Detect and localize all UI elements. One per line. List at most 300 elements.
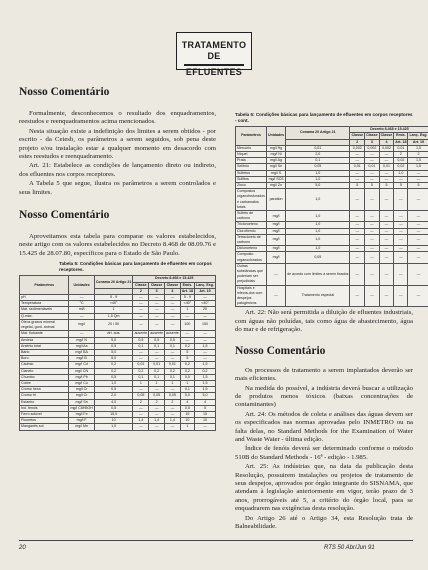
table-cell: —: [180, 337, 194, 343]
table-cell: 0,5: [133, 337, 149, 343]
parameter-name: Fluoretos: [20, 418, 69, 424]
table-cell: —: [379, 263, 394, 285]
table-cell: —: [350, 222, 365, 228]
table-cell: 1: [94, 307, 133, 313]
header-line-3: EFLUENTES: [185, 66, 243, 77]
col-header-sub: Classe: [165, 282, 181, 288]
col-header-decreto: Decreto 8.468 e 15.425: [350, 127, 428, 133]
parameter-name: Cobre: [20, 380, 69, 386]
table-cell: —: [408, 211, 428, 222]
table-cell: 0,002: [379, 145, 394, 151]
parameter-name: Clorofórmio: [236, 228, 267, 234]
table-cell: —: [133, 313, 149, 319]
table-cell: 5 - 9: [94, 295, 133, 301]
table-cell: —: [165, 301, 181, 307]
table-cell: —: [133, 295, 149, 301]
table-cell: —: [149, 411, 165, 417]
table-cell: mg/l: [266, 222, 285, 228]
table-cell: —: [365, 176, 380, 182]
col-header-unidades: Unidades: [266, 127, 285, 146]
parameter-name: Hospitais e infecta-dos com despejos patogênicos: [236, 285, 267, 307]
col-header-subnum: 4: [379, 139, 394, 145]
table-cell: —: [350, 189, 365, 211]
parameter-name: Selênio: [236, 164, 267, 170]
col-header-subnum: Art. 19: [408, 139, 428, 145]
table-cell: 5: [379, 183, 394, 189]
paragraph: Nesta situação existe a indefinição dos limites a serem obtidos - por escrito - da Cetesb, os parâmetros a serem seguidos, sob pena deste projeto e/ou instalação estar a qualquer momento em desacordo com estes reestudos e reenquadramento.: [19, 127, 216, 161]
table-cell: 2: [165, 399, 181, 405]
table-cell: mg/l CN: [69, 368, 94, 374]
paragraph: Formalmente, desconhecemos o resultado dos enquadramentos, reestudos e reenquadramentos acima mencionados.: [19, 110, 216, 126]
table-cell: mg/l: [266, 246, 285, 252]
table-cell: 1: [180, 380, 194, 386]
table-cell: 0,1: [133, 374, 149, 380]
table-5-left: [19, 275, 216, 430]
table-cell: 0,2: [94, 368, 133, 374]
table-cell: 5,0: [286, 183, 350, 189]
table-cell: 0,05: [149, 393, 165, 399]
right-paragraphs-2: [235, 367, 413, 532]
table-cell: 0,05: [286, 252, 350, 263]
table-cell: —: [379, 170, 394, 176]
col-header-subnum: Art. 18: [181, 288, 194, 293]
table-cell: —: [165, 411, 181, 417]
table-cell: 1,0: [286, 222, 350, 228]
table-cell: 0,5: [94, 405, 133, 411]
table-cell: 1: [180, 424, 194, 430]
col-header-subnum: 2: [350, 139, 365, 145]
table-cell: mg/l Mn: [69, 424, 94, 430]
paragraph: Art. 25: As indústrias que, na data da publicação desta Resolução, possuirem instalações ou projetos de tratamento de seus despejos, aprovados por órgão integrante do SISNAMA, que atendam à legislação anteriormente em vigor, terão prazo de 3 anos, prorrogáveis até 5, a critério do órgão local, para se enquadrarem nas exigências desta resolução.: [235, 463, 413, 513]
table-cell: —: [408, 263, 428, 285]
col-header-conama: Conama 20 Artigo 21: [286, 127, 350, 139]
col-header-subnum: 2: [133, 288, 149, 294]
table-cell: —: [69, 295, 94, 301]
table-cell: —: [180, 331, 194, 337]
col-header-sub: Classe: [366, 133, 378, 138]
table-cell: <40°: [180, 301, 194, 307]
table-cell: mg/l Se: [266, 164, 285, 170]
col-header-sub: Classe: [380, 133, 393, 138]
table-cell: mg/l Sn: [69, 399, 94, 405]
parameter-name: Prata: [236, 158, 267, 164]
table-cell: 0,002: [350, 145, 365, 151]
table-cell: —: [350, 158, 365, 164]
table-cell: 1: [133, 380, 149, 386]
table-cell: 1,5: [195, 387, 216, 393]
table-cell: mg/l B: [69, 356, 94, 362]
table-cell: —: [408, 222, 428, 228]
table-cell: —: [165, 307, 181, 313]
table-cell: mg/l Zn: [266, 183, 285, 189]
table-caption-right: Tabela 5: Condições básicas para lançamento de efluentes em corpos receptores - cont.: [235, 112, 413, 123]
left-paragraphs-1: [19, 110, 216, 197]
table-cell: 0,1: [133, 343, 149, 349]
right-heading: Nosso Comentário: [235, 344, 326, 357]
table-cell: 5: [350, 183, 365, 189]
parameter-name: Dicloroeteno: [236, 246, 267, 252]
table-cell: virt. aus.: [94, 331, 133, 337]
col-header-sub: Lanç. Esg.: [409, 133, 428, 138]
table-cell: 1,0: [286, 170, 350, 176]
col-header-sub: Lanç. Esg.: [196, 282, 214, 287]
parameter-name: Amônia: [20, 337, 69, 343]
left-heading-1: Nosso Comentário: [19, 86, 110, 98]
table-cell: —: [365, 189, 380, 211]
table-cell: mg/l Cr: [69, 387, 94, 393]
table-cell: —: [365, 211, 380, 222]
parameter-name: Tetracloreto de carbono: [236, 234, 267, 245]
table-cell: —: [133, 349, 149, 355]
table-cell: —: [266, 285, 285, 307]
table-cell: —: [165, 349, 181, 355]
table-cell: —: [394, 189, 408, 211]
table-cell: —: [133, 405, 149, 411]
table-cell: —: [133, 307, 149, 313]
table-cell: 1,5: [408, 164, 428, 170]
table-cell: —: [149, 319, 165, 330]
table-cell: 10: [180, 418, 194, 424]
parameter-name: Tricloroeteno: [236, 222, 267, 228]
table-cell: 0,2: [180, 362, 194, 368]
table-cell: mg/l Cd: [69, 362, 94, 368]
table-cell: 1,4: [165, 418, 181, 424]
table-cell: —: [408, 228, 428, 234]
table-cell: —: [69, 331, 94, 337]
table-cell: Tratamento especial: [286, 285, 350, 307]
table-cell: —: [133, 424, 149, 430]
table-cell: 2: [133, 399, 149, 405]
table-cell: 0,05: [165, 393, 181, 399]
table-cell: 1,0: [286, 189, 350, 211]
table-cell: 0,5: [180, 405, 194, 411]
paragraph: Aproveitamos esta tabela para comparar os valores estabelecidos, neste artigo com os valores estabelecidos no Decreto 8.468 de 08.09.76 e 15.425 de 28.07.80, específicos para o Estado de São Paulo.: [19, 233, 216, 257]
table-cell: 1,0: [286, 228, 350, 234]
table-cell: —: [69, 313, 94, 319]
table-cell: —: [350, 152, 365, 158]
table-cell: °C: [69, 301, 94, 307]
table-cell: —: [350, 234, 365, 245]
table-cell: —: [195, 295, 216, 301]
table-cell: —: [394, 228, 408, 234]
table-cell: 0,2: [180, 343, 194, 349]
parameter-name: Níquel: [236, 152, 267, 158]
parameter-name: Temperatura: [20, 301, 69, 307]
table-cell: —: [133, 387, 149, 393]
table-cell: mg/l SO3: [266, 176, 285, 182]
table-cell: —: [408, 285, 428, 307]
table-cell: —: [350, 176, 365, 182]
table-cell: 0,01: [394, 145, 408, 151]
header-rule: [184, 64, 244, 66]
col-header-decreto: Decreto 8.468 e 15.425: [133, 276, 216, 282]
header-line-2: DE: [207, 51, 221, 61]
left-heading-2: Nosso Comentário: [19, 209, 110, 222]
table-cell: —: [394, 176, 408, 182]
col-header-parametros: Parâmetros: [236, 127, 267, 146]
table-cell: 0,02: [394, 158, 408, 164]
paragraph: Art. 21: Estabelece as condições de lançamento direto ou indireto, dos efluentes nos corpos receptores.: [19, 162, 216, 178]
parameter-name: Sulfitos: [236, 176, 267, 182]
table-cell: 20: [195, 307, 216, 313]
table-cell: 5: [180, 356, 194, 362]
table-cell: —: [165, 387, 181, 393]
table-cell: —: [195, 313, 216, 319]
table-cell: —: [365, 228, 380, 234]
table-cell: —: [133, 411, 149, 417]
page-number: 20: [19, 545, 26, 551]
table-cell: 15: [195, 411, 216, 417]
table-cell: —: [195, 356, 216, 362]
table-cell: mg/l Cr: [69, 393, 94, 399]
table-cell: mg/l Ag: [266, 158, 285, 164]
table-cell: —: [165, 424, 181, 430]
table-cell: 0,1: [180, 387, 194, 393]
table-cell: 0,01: [379, 164, 394, 170]
table-cell: mg/l Ni: [266, 152, 285, 158]
table-cell: 5,0: [94, 349, 133, 355]
table-cell: 0,2: [94, 362, 133, 368]
table-cell: 1,5: [195, 374, 216, 380]
table-cell: —: [350, 252, 365, 263]
table-cell: —: [379, 211, 394, 222]
table-cell: 0,5: [180, 374, 194, 380]
left-column: [19, 86, 216, 431]
table-cell: mg/l Cu: [69, 380, 94, 386]
table-cell: 0,2: [133, 368, 149, 374]
table-cell: 1,0: [286, 246, 350, 252]
table-cell: —: [149, 295, 165, 301]
col-header-sub: Emis.: [394, 133, 408, 139]
table-cell: ausente: [134, 331, 148, 336]
paragraph: Art. 24: Os métodos de coleta e análises das águas devem ser os especificados nas normas aprovadas pelo INMETRO ou na falta delas, no Standard Methods for the Examination of Water and Waste Water - última edição.: [235, 410, 413, 443]
table-cell: —: [394, 285, 408, 307]
parameter-name: pH: [20, 295, 69, 301]
table-cell: mg/l: [69, 319, 94, 330]
table-cell: 0,01: [350, 164, 365, 170]
table-cell: 1: [180, 307, 194, 313]
table-cell: —: [149, 301, 165, 307]
table-cell: —: [149, 349, 165, 355]
table-cell: 0,1: [149, 343, 165, 349]
table-cell: —: [350, 246, 365, 252]
parameter-name: Q.máx.: [20, 313, 69, 319]
table-cell: 20 / 50: [94, 319, 133, 330]
table-cell: 5: [180, 349, 194, 355]
table-cell: mg/l: [266, 234, 285, 245]
table-cell: 1: [149, 380, 165, 386]
table-cell: 0,01: [133, 362, 149, 368]
parameter-name: Outras substâncias que poderiam ser prejudiciais: [236, 263, 267, 285]
parameter-name: Mat. sedimentáveis: [20, 307, 69, 313]
table-cell: 5,0: [94, 356, 133, 362]
table-cell: 4: [180, 399, 194, 405]
paragraph: Os processos de tratamento a serem implantados deverão ser mais eficientes.: [235, 366, 413, 383]
table-cell: 0,01: [286, 145, 350, 151]
parameter-name: Mat. flutuante: [20, 331, 69, 337]
table-row: [236, 189, 428, 211]
parameter-name: Óleos graxos mineral vegetal, gord. animal: [20, 319, 69, 330]
parameter-name: Boro: [20, 356, 69, 362]
table-cell: —: [365, 170, 380, 176]
table-cell: 5: [195, 405, 216, 411]
table-cell: 1,5: [195, 343, 216, 349]
table-cell: 1,0: [286, 211, 350, 222]
col-header-subnum: Art. 19: [195, 288, 216, 294]
paragraph: Índice de fenóis deverá ser determinado conforme o método 510B do Standard Methods - 16ª - edição - 1.985.: [235, 445, 413, 461]
table-cell: —: [408, 189, 428, 211]
table-cell: 1,5: [408, 145, 428, 151]
table-cell: —: [408, 170, 428, 176]
table-cell: mg/l As: [69, 343, 94, 349]
parameter-name: Índ. fenóis: [20, 405, 69, 411]
table-cell: —: [133, 301, 149, 307]
table-cell: <40°: [94, 301, 133, 307]
col-header-unidades: Unidades: [69, 276, 94, 295]
table-cell: mg/l: [266, 228, 285, 234]
table-cell: mg/l Pb: [69, 374, 94, 380]
table-cell: 10: [195, 418, 216, 424]
table-cell: 2: [149, 399, 165, 405]
table-cell: ausente: [166, 331, 179, 336]
table-cell: 1,0: [94, 424, 133, 430]
table-row: [236, 285, 428, 307]
paragraph: Na medida do possível, a indústria deverá buscar a utilização de produtos menos tóxicos (baixas concentrações de contaminantes): [235, 384, 413, 409]
col-header-sub: Classe: [133, 282, 149, 288]
table-cell: 0,2: [149, 368, 165, 374]
table-cell: mg/l Fe: [69, 411, 94, 417]
table-cell: paration: [266, 189, 285, 211]
table-cell: —: [180, 313, 194, 319]
table-cell: —: [379, 252, 394, 263]
table-cell: —: [394, 252, 408, 263]
col-header-subnum: 3: [149, 288, 165, 294]
table-cell: 0,2: [180, 368, 194, 374]
table-cell: —: [350, 211, 365, 222]
right-column: [235, 112, 428, 532]
table-cell: —: [365, 246, 380, 252]
table-cell: 5,0: [94, 337, 133, 343]
table-row: [236, 234, 428, 245]
col-header-sub: Classe: [351, 133, 364, 138]
table-cell: —: [149, 424, 165, 430]
table-cell: —: [195, 337, 216, 343]
table-cell: —: [195, 349, 216, 355]
table-cell: —: [350, 228, 365, 234]
table-cell: —: [165, 319, 181, 330]
table-cell: de acordo com limites a serem fixados: [286, 263, 350, 285]
parameter-name: Cianeto: [20, 368, 69, 374]
table-cell: 0,02: [394, 164, 408, 170]
table-cell: mg/l C6H5OH: [70, 405, 93, 410]
table-cell: 5: [408, 183, 428, 189]
table-cell: —: [350, 170, 365, 176]
table-cell: 0,05: [286, 164, 350, 170]
table-cell: 2,0: [286, 152, 350, 158]
table-row: [236, 211, 428, 222]
table-caption-left: Tabela 5: Condições básicas para lançamento de efluentes em corpos receptores.: [59, 261, 212, 272]
table-cell: —: [408, 176, 428, 182]
table-cell: 2: [408, 152, 428, 158]
table-cell: 2,0: [94, 393, 133, 399]
table-cell: 0,01: [165, 362, 181, 368]
table-cell: 0,2: [195, 368, 216, 374]
col-header-subnum: 3: [365, 139, 380, 145]
table-cell: 0,2: [165, 368, 181, 374]
table-cell: 5,0: [195, 393, 216, 399]
parameter-name: Mercúrio: [236, 145, 267, 151]
table-cell: —: [379, 246, 394, 252]
table-cell: ml/l: [69, 307, 94, 313]
table-cell: 1,4: [133, 418, 149, 424]
parameter-name: Sulfetos: [236, 170, 267, 176]
parameter-name: Bário: [20, 349, 69, 355]
parameter-name: Cádmio: [20, 362, 69, 368]
table-cell: —: [266, 263, 285, 285]
section-header-box: [176, 32, 252, 77]
table-cell: 0,1: [149, 374, 165, 380]
table-cell: —: [379, 176, 394, 182]
parameter-name: Manganês sol.: [20, 424, 69, 430]
table-cell: 1,5: [195, 380, 216, 386]
header-line-1: TRATAMENTO: [181, 40, 247, 50]
table-cell: —: [394, 211, 408, 222]
parameter-name: Ferro solúvel: [20, 411, 69, 417]
paragraph: A Tabela 5 que segue, ilustra os parâmetros a serem controlados e seus limites.: [19, 180, 216, 196]
table-cell: ausente: [150, 331, 164, 336]
table-cell: mg/l BA: [69, 349, 94, 355]
parameter-name: Cromo hexa: [20, 387, 69, 393]
col-header-subnum: Art. 18: [395, 139, 407, 144]
table-cell: —: [133, 319, 149, 330]
table-cell: 4,0: [94, 399, 133, 405]
table-cell: mg/l N: [69, 337, 94, 343]
table-cell: —: [394, 222, 408, 228]
col-header-sub: Classe: [149, 282, 165, 288]
table-cell: —: [350, 263, 365, 285]
table-row: [20, 424, 216, 430]
table-cell: —: [379, 222, 394, 228]
table-cell: —: [165, 405, 181, 411]
table-cell: mg/l: [266, 252, 285, 263]
paragraph: Art. 22: Não será permitida a diluição de efluentes industriais, com águas não poluídas, tais como água de abastecimento, água do mar e de refrigeração.: [235, 309, 413, 334]
table-cell: 0,5: [165, 337, 181, 343]
table-cell: —: [394, 246, 408, 252]
parameter-name: Chumbo: [20, 374, 69, 380]
table-cell: mg/l S: [266, 170, 285, 176]
col-header-conama: Conama 20 Artigo 21: [94, 276, 133, 288]
table-cell: 1,5: [408, 158, 428, 164]
table-cell: 5: [365, 183, 380, 189]
issue-label: RTS 50 Abr/Jun 91: [324, 545, 375, 551]
table-cell: —: [165, 356, 181, 362]
table-cell: 150: [195, 319, 216, 330]
parameter-name: Arsênio total: [20, 343, 69, 349]
table-cell: 1,0: [286, 176, 350, 182]
table-cell: 4: [195, 399, 216, 405]
table-cell: 15: [180, 411, 194, 417]
table-cell: 15,0: [94, 411, 133, 417]
table-cell: 0,01: [149, 362, 165, 368]
col-header-subnum: 4: [165, 288, 181, 294]
table-cell: mg/l F: [69, 418, 94, 424]
table-cell: —: [379, 158, 394, 164]
table-cell: —: [379, 234, 394, 245]
parameter-name: Sulfeto de carbono: [236, 211, 267, 222]
table-cell: —: [365, 285, 380, 307]
table-cell: 1,5: [195, 362, 216, 368]
table-cell: —: [133, 356, 149, 362]
